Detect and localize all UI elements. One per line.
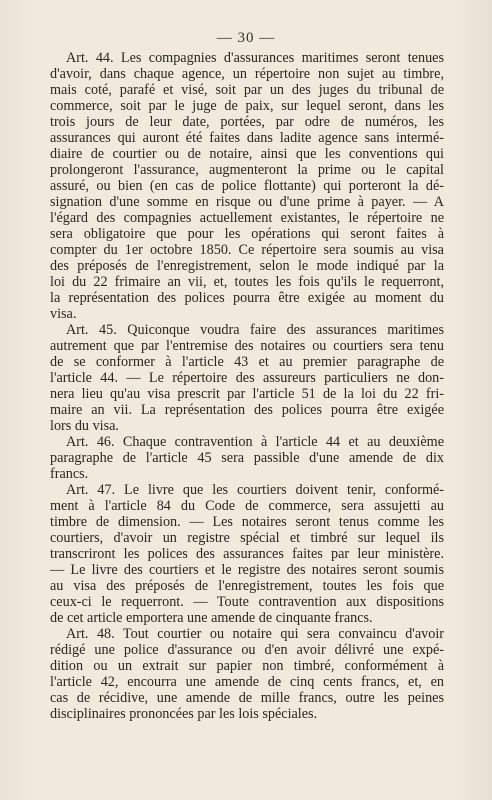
text-line: assuré, ou bien (en cas de police flottante) qui porteront la dé- xyxy=(50,178,444,194)
text-line: Art. 44. Les compagnies d'assurances maritimes seront tenues xyxy=(66,50,444,66)
text-line: l'article 42, encourra une amende de cinq cents francs, et, en xyxy=(50,674,444,690)
text-line: de cet article emportera une amende de cinquante francs. xyxy=(50,610,373,626)
text-line: l'article 44. — Le répertoire des assureurs particuliers ne don- xyxy=(50,370,444,386)
text-line: sera obligatoire que pour les opérations qui seront faites à xyxy=(50,226,444,242)
text-line: au visa des préposés de l'enregistrement, toutes les fois que xyxy=(50,578,444,594)
text-line: disciplinaires prononcées par les lois spéciales. xyxy=(50,706,318,722)
text-line: prolongeront l'assurance, augmenteront la prime ou le capital xyxy=(50,162,444,178)
text-line: la représentation des polices pourra être exigée au moment du xyxy=(50,290,444,306)
text-line: commerce, soit par le juge de paix, sur lequel seront, dans les xyxy=(50,98,444,114)
text-line: Art. 46. Chaque contravention à l'article 44 et au deuxième xyxy=(66,434,444,450)
text-line: compter du 1er octobre 1850. Ce répertoire sera soumis au visa xyxy=(50,242,444,258)
text-line: lors du visa. xyxy=(50,418,119,434)
text-line: visa. xyxy=(50,306,77,322)
text-line: mais coté, parafé et visé, soit par un des juges du tribunal de xyxy=(50,82,444,98)
text-line: Art. 48. Tout courtier ou notaire qui sera convaincu d'avoir xyxy=(66,626,444,642)
text-line: signation d'une somme en risque ou d'une prime à payer. — A xyxy=(50,194,444,210)
text-line: dition ou un extrait sur papier non timbré, conformément à xyxy=(50,658,444,674)
text-line: loi du 22 frimaire an vii, et, toutes les fois qu'ils le requerront, xyxy=(50,274,444,290)
text-line: courtiers, d'avoir un registre spécial et timbré sur lequel ils xyxy=(50,530,444,546)
text-line: d'avoir, dans chaque agence, un répertoire non sujet au timbre, xyxy=(50,66,444,82)
text-line: des préposés de l'enregistrement, selon le mode indiqué par la xyxy=(50,258,444,274)
text-line: — Le livre des courtiers et le registre des notaires seront soumis xyxy=(50,562,444,578)
text-line: l'égard des compagnies actuellement existantes, le répertoire ne xyxy=(50,210,444,226)
page-number: — 30 — xyxy=(216,30,276,46)
text-line: ment à l'article 84 du Code de commerce, sera assujetti au xyxy=(50,498,444,514)
text-line: paragraphe de l'article 45 sera passible d'une amende de dix xyxy=(50,450,444,466)
text-line: Art. 47. Le livre que les courtiers doivent tenir, conformé- xyxy=(66,482,444,498)
text-line: Art. 45. Quiconque voudra faire des assurances maritimes xyxy=(66,322,444,338)
text-line: diaire de courtier ou de notaire, ainsi que les conventions qui xyxy=(50,146,444,162)
text-line: maire an vii. La représentation des polices pourra être exigée xyxy=(50,402,444,418)
text-line: ceux-ci le requerront. — Toute contravention aux dispositions xyxy=(50,594,444,610)
text-line: assurances qui auront été faites dans ladite agence sans intermé- xyxy=(50,130,444,146)
text-line: nera lieu qu'au visa prescrit par l'article 51 de la loi du 22 fri- xyxy=(50,386,444,402)
text-line: rédigé une police d'assurance ou d'en avoir délivré une expé- xyxy=(50,642,444,658)
text-line: cas de récidive, une amende de mille francs, outre les peines xyxy=(50,690,444,706)
text-line: trois jours de leur date, portées, par odre de numéros, les xyxy=(50,114,444,130)
text-line: timbre de dimension. — Les notaires seront tenus comme les xyxy=(50,514,444,530)
text-line: autrement que par l'entremise des notaires ou courtiers sera tenu xyxy=(50,338,444,354)
text-line: francs. xyxy=(50,466,89,482)
text-line: transcriront les polices des assurances faites par leur ministère. xyxy=(50,546,444,562)
text-line: de se conformer à l'article 43 et au premier paragraphe de xyxy=(50,354,444,370)
body-text xyxy=(50,50,444,722)
